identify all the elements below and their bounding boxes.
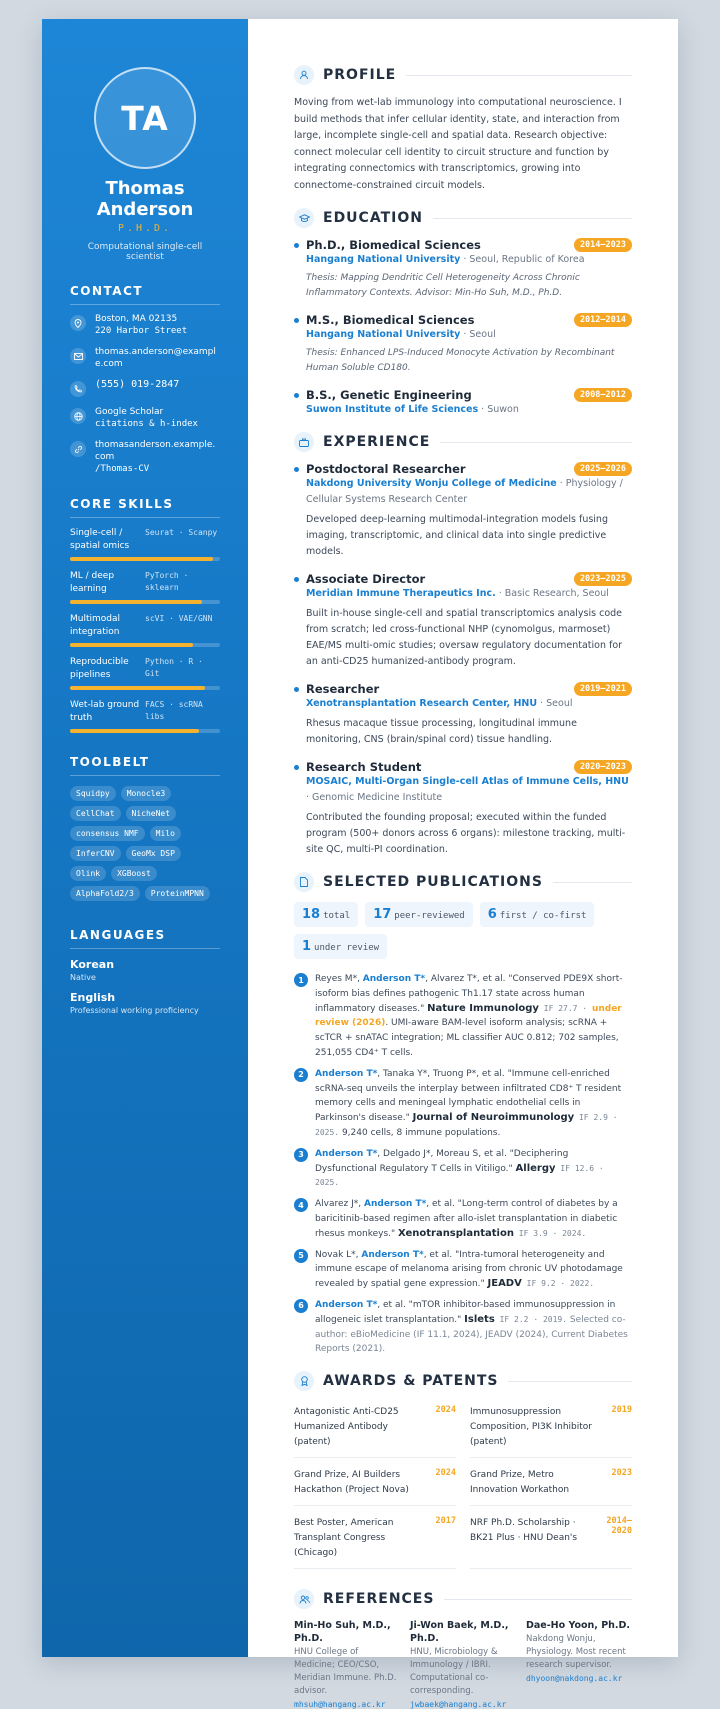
tool-chip: ProteinMPNN bbox=[145, 886, 210, 901]
contact-heading: CONTACT bbox=[70, 284, 220, 305]
journal-name: JEADV bbox=[487, 1278, 522, 1290]
graduation-cap-icon bbox=[294, 208, 314, 228]
author-highlight: Anderson T* bbox=[315, 1148, 378, 1159]
main-content bbox=[248, 19, 678, 1709]
reference-item bbox=[294, 1619, 400, 1709]
date-badge: 2019–2021 bbox=[574, 682, 632, 696]
awards-section bbox=[294, 1371, 632, 1575]
contact-item-email[interactable] bbox=[70, 346, 220, 370]
section-title: SELECTED PUBLICATIONS bbox=[323, 874, 543, 890]
institution-location: · Suwon bbox=[478, 404, 519, 415]
skills-heading: CORE SKILLS bbox=[70, 497, 220, 518]
globe-icon bbox=[70, 408, 86, 424]
role-title: Research Student bbox=[306, 760, 422, 774]
language-level: Native bbox=[70, 973, 96, 982]
award-item: NRF Ph.D. Scholarship · BK21 Plus · HNU Dean's 2014–2020 bbox=[470, 1512, 632, 1569]
email-link[interactable]: thomas.anderson@example.com bbox=[95, 347, 216, 369]
skill-bar bbox=[70, 643, 220, 647]
phone-number[interactable]: (555) 019-2847 bbox=[95, 379, 180, 390]
skill-bar-fill bbox=[70, 729, 199, 733]
thesis-text: Thesis: Mapping Dendritic Cell Heterogeneity Across Chronic Inflammatory Contexts. Advisor: Min-Ho Suh, M.D., Ph.D. bbox=[306, 273, 580, 298]
mail-icon bbox=[70, 348, 86, 364]
role-description: Developed deep-learning multimodal-integration models fusing imaging, transcriptomic, and clinical data into single predictive models. bbox=[306, 514, 608, 557]
skills-list bbox=[70, 527, 220, 733]
degree-title: B.S., Genetic Engineering bbox=[306, 388, 472, 402]
toolbelt-chips bbox=[70, 786, 220, 906]
experience-entry bbox=[294, 462, 632, 560]
section-title: EXPERIENCE bbox=[323, 434, 431, 450]
education-entry bbox=[294, 388, 632, 418]
publication-item: 1 Reyes M*, Anderson T*, Alvarez T*, et al. "Conserved PDE9X short-isoform bias defines pathogenic Th1.17 state across human inflammatory diseases." Nature Immunology IF 27.7 · under review (2026). UMI-aware BAM-level isoform analysis; scRNA + scTCR + snATAC integration; ML classifier AUC 0.812; 702 samples, 251,055 CD4⁺ T cells. bbox=[294, 972, 632, 1061]
skill-tools: PyTorch · sklearn bbox=[145, 571, 189, 592]
address-line2: 220 Harbor Street bbox=[95, 326, 188, 336]
publication-item: 3 Anderson T*, Delgado J*, Moreau S, et al. "Deciphering Dysfunctional Regulatory T Cells in Vitiligo." Allergy IF 12.6 · 2025. bbox=[294, 1147, 632, 1191]
tool-chip: Olink bbox=[70, 866, 106, 881]
journal-name: Allergy bbox=[515, 1162, 556, 1174]
publication-item: 4 Alvarez J*, Anderson T*, et al. "Long-term control of diabetes by a baricitinib-based regimen after allo-islet transplantation in diabetic rhesus monkeys." Xenotransplantation IF 3.9 · 2024. bbox=[294, 1197, 632, 1241]
reference-item bbox=[526, 1619, 632, 1709]
section-title: REFERENCES bbox=[323, 1591, 435, 1608]
tool-chip: GeoMx DSP bbox=[126, 846, 181, 861]
author-highlight: Anderson T* bbox=[315, 1299, 378, 1310]
experience-entry bbox=[294, 760, 632, 858]
address-line1: Boston, MA 02135 bbox=[95, 314, 178, 324]
role-title: Postdoctoral Researcher bbox=[306, 462, 466, 476]
person-name: Thomas Anderson bbox=[96, 178, 194, 220]
section-title: PROFILE bbox=[323, 67, 397, 83]
skill-tools: Python · R · Git bbox=[145, 657, 203, 678]
contact-item-address bbox=[70, 313, 220, 337]
author-highlight: Anderson T* bbox=[361, 1249, 424, 1260]
person-icon bbox=[294, 65, 314, 85]
contact-item-scholar[interactable] bbox=[70, 406, 220, 430]
section-divider bbox=[508, 1381, 632, 1382]
publication-number: 3 bbox=[294, 1148, 308, 1162]
section-divider bbox=[406, 75, 632, 76]
skill-bar bbox=[70, 557, 220, 561]
reference-name: Min-Ho Suh, M.D., Ph.D. bbox=[294, 1620, 391, 1645]
section-title: EDUCATION bbox=[323, 210, 423, 226]
tool-chip: NicheNet bbox=[126, 806, 177, 821]
skill-bar-fill bbox=[70, 600, 202, 604]
stat-first-author: 6 first / co-first bbox=[480, 902, 595, 927]
languages-heading: LANGUAGES bbox=[70, 928, 220, 949]
people-icon bbox=[294, 1589, 314, 1609]
profile-section bbox=[294, 65, 632, 194]
skill-bar-fill bbox=[70, 643, 193, 647]
skill-bar-fill bbox=[70, 557, 213, 561]
skill-item bbox=[70, 527, 220, 561]
publication-item: 6 Anderson T*, et al. "mTOR inhibitor-based immunosuppression in allogeneic islet transplantation." Islets IF 2.2 · 2019. Selected co-author: eBioMedicine (IF 11.1, 2024), JEADV (2024), Current Diabetes Reports (2021). bbox=[294, 1298, 632, 1357]
degree-label: P.H.D. bbox=[117, 223, 173, 234]
degree-title: M.S., Biomedical Sciences bbox=[306, 313, 475, 327]
publication-item: 5 Novak L*, Anderson T*, et al. "Intra-tumoral heterogeneity and immune escape of melanoma arising from chronic UV photodamage revealed by spatial gene expression." JEADV IF 9.2 · 2022. bbox=[294, 1248, 632, 1292]
reference-name: Dae-Ho Yoon, Ph.D. bbox=[526, 1620, 631, 1632]
profile-text: Moving from wet-lab immunology into computational neuroscience. I build methods that infer cellular identity, state, and interaction from large, incomplete single-cell and spatial data. Research objective: connect molecular cell identity to circuit structure and function by integrating connectomics with transcriptomics, growing into connectome-constrained circuit models. bbox=[294, 97, 622, 191]
tool-chip: XGBoost bbox=[111, 866, 157, 881]
skill-name: Reproducible pipelines bbox=[70, 657, 129, 680]
skill-tools: FACS · scRNA libs bbox=[145, 700, 203, 721]
reference-affiliation: HNU College of Medicine; CEO/CSO, Meridian Immune. Ph.D. advisor. bbox=[294, 1647, 397, 1697]
stat-under-review: 1 under review bbox=[294, 934, 387, 959]
award-icon bbox=[294, 1371, 314, 1391]
language-name: English bbox=[70, 991, 116, 1004]
reference-affiliation: Nakdong Wonju, Physiology. Most recent research supervisor. bbox=[526, 1634, 626, 1671]
website-path: /Thomas-CV bbox=[95, 464, 150, 474]
date-badge: 2020–2023 bbox=[574, 760, 632, 774]
contact-list bbox=[70, 313, 220, 475]
contact-item-website[interactable] bbox=[70, 439, 220, 475]
employer-location: · Basic Research, Seoul bbox=[495, 588, 609, 599]
experience-section bbox=[294, 432, 632, 858]
section-divider bbox=[433, 218, 632, 219]
journal-name: Nature Immunology bbox=[427, 1002, 539, 1014]
skill-name: Multimodal integration bbox=[70, 614, 121, 637]
thesis-text: Thesis: Enhanced LPS-Induced Monocyte Activation by Recombinant Human Soluble CD180. bbox=[306, 348, 615, 373]
review-status: under review (2026) bbox=[315, 1003, 622, 1029]
section-divider bbox=[553, 882, 632, 883]
institution-location: · Seoul bbox=[460, 329, 496, 340]
institution-location: · Seoul, Republic of Korea bbox=[460, 254, 585, 265]
reference-affiliation: HNU, Microbiology & Immunology / IBRI. Computational co-corresponding. bbox=[410, 1647, 498, 1697]
reference-item bbox=[410, 1619, 516, 1709]
institution-name: Hangang National University bbox=[306, 254, 461, 265]
section-title: AWARDS & PATENTS bbox=[323, 1373, 499, 1390]
briefcase-icon bbox=[294, 432, 314, 452]
employer-name: Nakdong University Wonju College of Medicine bbox=[306, 478, 557, 489]
stat-peer-reviewed: 17 peer-reviewed bbox=[365, 902, 473, 927]
award-item: Immunosuppression Composition, PI3K Inhibitor (patent) 2019 bbox=[470, 1401, 632, 1458]
award-item: Grand Prize, AI Builders Hackathon (Project Nova) 2024 bbox=[294, 1464, 456, 1506]
publications-section bbox=[294, 872, 632, 1357]
skill-item bbox=[70, 613, 220, 647]
language-item bbox=[70, 958, 220, 982]
avatar: TA bbox=[94, 67, 196, 169]
skill-bar bbox=[70, 729, 220, 733]
scholar-sub: citations & h-index bbox=[95, 419, 198, 429]
references-grid bbox=[294, 1619, 632, 1709]
employer-location: · Seoul bbox=[537, 698, 573, 709]
tool-chip: AlphaFold2/3 bbox=[70, 886, 140, 901]
employer-name: Xenotransplantation Research Center, HNU bbox=[306, 698, 538, 709]
awards-grid bbox=[294, 1401, 632, 1575]
section-divider bbox=[444, 1599, 632, 1600]
role-description: Rhesus macaque tissue processing, longitudinal immune monitoring, CNS (brain/spinal cord) tissue handling. bbox=[306, 718, 577, 745]
tool-chip: Milo bbox=[150, 826, 181, 841]
document-icon bbox=[294, 872, 314, 892]
education-entry bbox=[294, 313, 632, 376]
tool-chip: Monocle3 bbox=[121, 786, 172, 801]
journal-name: Xenotransplantation bbox=[398, 1227, 514, 1239]
reference-email[interactable]: jwbaek@hangang.ac.kr bbox=[410, 1700, 507, 1709]
tagline: Computational single-cell scientist bbox=[87, 242, 203, 262]
skill-tools: scVI · VAE/GNN bbox=[145, 614, 213, 623]
date-badge: 2014–2023 bbox=[574, 238, 632, 252]
publication-item: 2 Anderson T*, Tanaka Y*, Truong P*, et al. "Immune cell-enriched scRNA-seq unveils the interplay between infiltrated CD8⁺ T resident memory cells and meningeal lymphatic endothelial cells in Parkinson's disease." Journal of Neuroimmunology IF 2.9 · 2025. 9,240 cells, 8 immune populations. bbox=[294, 1067, 632, 1141]
references-section bbox=[294, 1589, 632, 1709]
education-section bbox=[294, 208, 632, 418]
link-icon bbox=[70, 441, 86, 457]
contact-item-phone[interactable] bbox=[70, 379, 220, 397]
stat-total: 18 total bbox=[294, 902, 358, 927]
resume-page bbox=[42, 19, 678, 1709]
date-badge: 2025–2026 bbox=[574, 462, 632, 476]
reference-name: Ji-Won Baek, M.D., Ph.D. bbox=[410, 1620, 509, 1645]
date-badge: 2008–2012 bbox=[574, 388, 632, 402]
phone-icon bbox=[70, 381, 86, 397]
journal-name: Journal of Neuroimmunology bbox=[412, 1112, 575, 1124]
education-entry bbox=[294, 238, 632, 301]
author-highlight: Anderson T* bbox=[315, 1068, 378, 1079]
experience-entry bbox=[294, 572, 632, 670]
reference-email[interactable]: dhyoon@nakdong.ac.kr bbox=[526, 1674, 623, 1684]
employer-name: Meridian Immune Therapeutics Inc. bbox=[306, 588, 496, 599]
role-description: Built in-house single-cell and spatial transcriptomics analysis code from scratch; led cross-functional NHP (cynomolgus, marmoset) EAE/MS multi-omic studies; oversaw regulatory documentation for an anti-CD25 humanized-antibody program. bbox=[306, 608, 623, 667]
skill-name: Wet-lab ground truth bbox=[70, 700, 140, 723]
language-level: Professional working proficiency bbox=[70, 1006, 199, 1015]
award-item: Grand Prize, Metro Innovation Workathon 2023 bbox=[470, 1464, 632, 1506]
author-highlight: Anderson T* bbox=[362, 974, 426, 984]
author-highlight: Anderson T* bbox=[364, 1199, 427, 1210]
language-item bbox=[70, 991, 220, 1015]
journal-name: Islets bbox=[464, 1313, 495, 1325]
website-link[interactable]: thomasanderson.example.com bbox=[95, 440, 216, 462]
institution-name: Suwon Institute of Life Sciences bbox=[306, 404, 479, 415]
employer-name: MOSAIC, Multi-Organ Single-cell Atlas of Immune Cells, HNU bbox=[306, 776, 629, 787]
skill-item bbox=[70, 570, 220, 604]
award-item: Best Poster, American Transplant Congress (Chicago) 2017 bbox=[294, 1512, 456, 1569]
date-badge: 2023–2025 bbox=[574, 572, 632, 586]
publication-number: 5 bbox=[294, 1249, 308, 1263]
publication-number: 6 bbox=[294, 1299, 308, 1313]
role-title: Researcher bbox=[306, 682, 380, 696]
scholar-link[interactable]: Google Scholar bbox=[95, 407, 164, 417]
publication-number: 4 bbox=[294, 1198, 308, 1212]
skill-bar bbox=[70, 600, 220, 604]
publication-stats bbox=[294, 902, 632, 966]
skill-bar-fill bbox=[70, 686, 205, 690]
institution-name: Hangang National University bbox=[306, 329, 461, 340]
award-item: Antagonistic Anti-CD25 Humanized Antibody (patent) 2024 bbox=[294, 1401, 456, 1458]
tool-chip: consensus NMF bbox=[70, 826, 145, 841]
tool-chip: Squidpy bbox=[70, 786, 116, 801]
location-icon bbox=[70, 315, 86, 331]
experience-entry bbox=[294, 682, 632, 748]
reference-email[interactable]: mhsuh@hangang.ac.kr bbox=[294, 1700, 386, 1709]
skill-name: Single-cell / spatial omics bbox=[70, 528, 130, 551]
date-badge: 2012–2014 bbox=[574, 313, 632, 327]
skill-name: ML / deep learning bbox=[70, 571, 115, 594]
degree-title: Ph.D., Biomedical Sciences bbox=[306, 238, 481, 252]
role-description: Contributed the founding proposal; executed within the funded program (500+ donors across 6 organs): milestone tracking, multi-site QC, multi-PI coordination. bbox=[306, 812, 626, 855]
skill-item bbox=[70, 699, 220, 733]
tool-chip: CellChat bbox=[70, 806, 121, 821]
sidebar bbox=[42, 19, 248, 1657]
language-name: Korean bbox=[70, 958, 115, 971]
tool-chip: InferCNV bbox=[70, 846, 121, 861]
skill-tools: Seurat · Scanpy bbox=[145, 528, 218, 537]
skill-bar bbox=[70, 686, 220, 690]
publication-number: 1 bbox=[294, 973, 308, 987]
role-title: Associate Director bbox=[306, 572, 426, 586]
section-divider bbox=[440, 442, 632, 443]
toolbelt-heading: TOOLBELT bbox=[70, 755, 220, 776]
skill-item bbox=[70, 656, 220, 690]
publication-number: 2 bbox=[294, 1068, 308, 1082]
employer-location: · Physiology / Cellular Systems Research Center bbox=[306, 478, 623, 505]
employer-location: · Genomic Medicine Institute bbox=[306, 792, 443, 803]
